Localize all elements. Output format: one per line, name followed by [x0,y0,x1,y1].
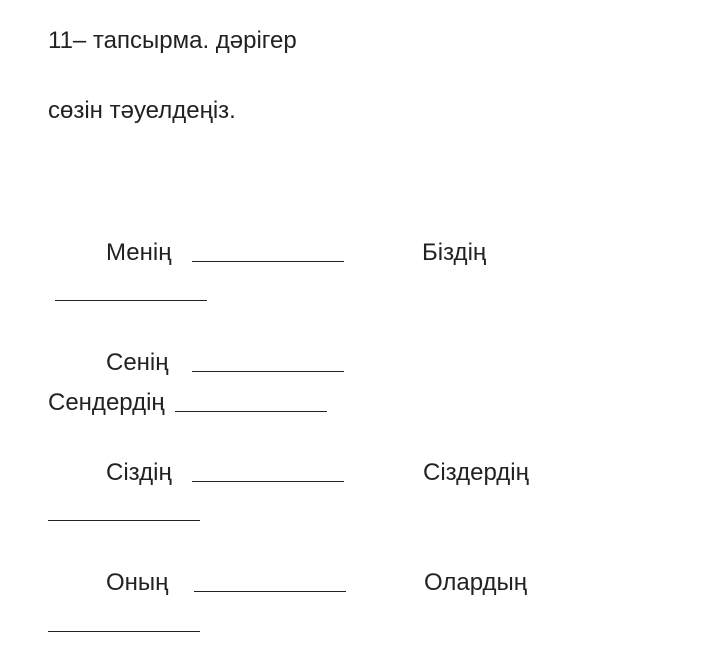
task-title: 11– тапсырма. дәрігер [48,27,297,54]
pronoun-olardyn: Олардың [424,569,528,596]
pronoun-sizdin: Сіздің [106,459,172,486]
answer-blank-menin [192,261,344,262]
answer-blank-senin [192,371,344,372]
answer-blank-bizdin [55,300,207,301]
answer-blank-senderdin [175,411,327,412]
pronoun-onyn: Оның [106,569,169,596]
answer-blank-olardyn [48,631,200,632]
pronoun-bizdin: Біздің [422,239,487,266]
answer-blank-sizdin [192,481,344,482]
answer-blank-onyn [194,591,346,592]
pronoun-senin: Сенің [106,349,169,376]
pronoun-menin: Менің [106,239,172,266]
task-instruction: сөзін тәуелдеңіз. [48,97,236,124]
answer-blank-sizderdin [48,520,200,521]
pronoun-sizderdin: Сіздердің [423,459,529,486]
pronoun-senderdin: Сендердің [48,389,165,416]
